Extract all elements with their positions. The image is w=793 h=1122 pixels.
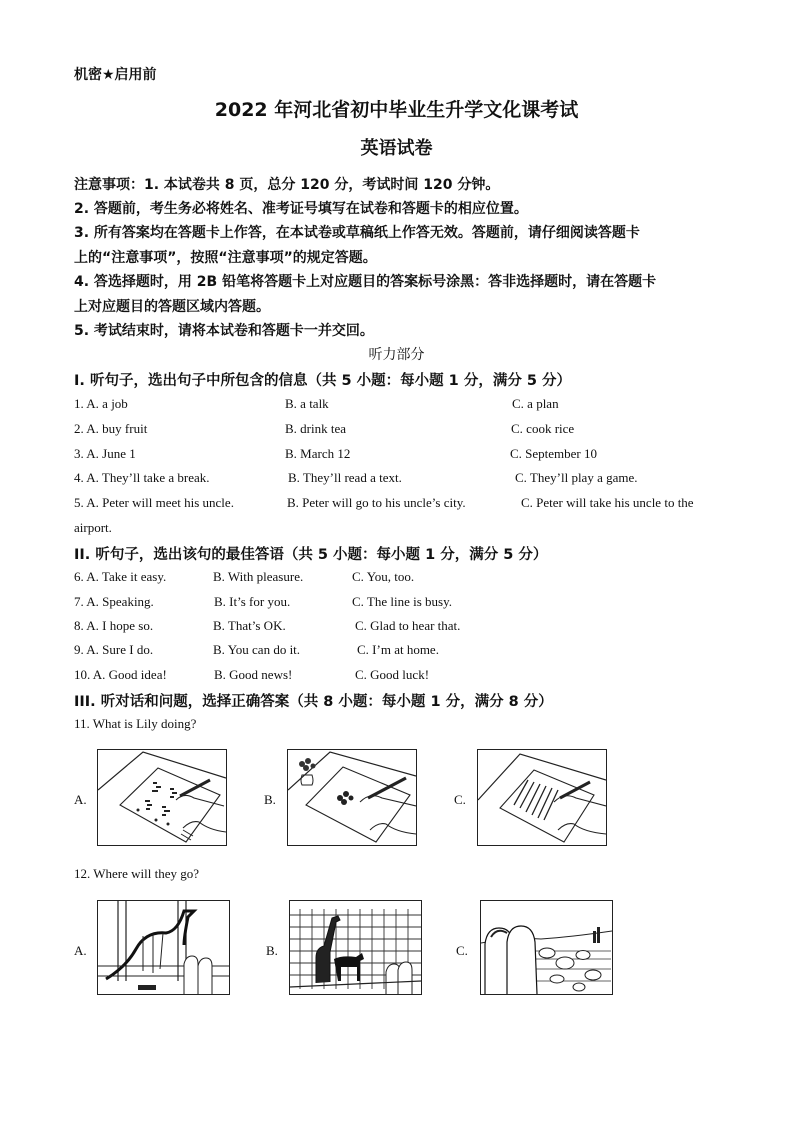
note-line: 5. 考试结束时，请将本试卷和答题卡一并交回。 bbox=[74, 323, 374, 339]
exam-title: 2022 年河北省初中毕业生升学文化课考试 bbox=[214, 99, 579, 121]
writing-music-notes-icon bbox=[98, 750, 226, 845]
q10-option-a: 10. A. Good idea! bbox=[74, 667, 167, 682]
section-3-heading: III. 听对话和问题，选择正确答案（共 8 小题：每小题 1 分，满分 8 分） bbox=[74, 694, 553, 710]
q6-option-b: B. With pleasure. bbox=[213, 569, 304, 584]
q7-option-b: B. It’s for you. bbox=[214, 594, 291, 609]
q9-option-b: B. You can do it. bbox=[213, 642, 301, 657]
q11-label-b: B. bbox=[264, 792, 276, 807]
q8-option-a: 8. A. I hope so. bbox=[74, 618, 154, 633]
q12-text: 12. Where will they go? bbox=[74, 866, 200, 881]
note-line: 注意事项：1. 本试卷共 8 页，总分 120 分，考试时间 120 分钟。 bbox=[74, 177, 500, 193]
section-2-heading: II. 听句子，选出该句的最佳答语（共 5 小题：每小题 1 分，满分 5 分） bbox=[74, 547, 548, 563]
q5-option-a: 5. A. Peter will meet his uncle. bbox=[74, 495, 234, 510]
q12-picture-a bbox=[97, 900, 230, 995]
exam-subtitle: 英语试卷 bbox=[360, 138, 433, 159]
q8-option-b: B. That’s OK. bbox=[213, 618, 286, 633]
q6-option-a: 6. A. Take it easy. bbox=[74, 569, 167, 584]
q5-option-b: B. Peter will go to his uncle’s city. bbox=[287, 495, 466, 510]
q7-option-c: C. The line is busy. bbox=[352, 594, 453, 609]
drawing-flowers-icon bbox=[288, 750, 416, 845]
q6-option-c: C. You, too. bbox=[352, 569, 415, 584]
q9-option-c: C. I’m at home. bbox=[357, 642, 439, 657]
q4-option-c: C. They’ll play a game. bbox=[515, 470, 638, 485]
q10-option-c: C. Good luck! bbox=[355, 667, 430, 682]
q3-option-c: C. September 10 bbox=[510, 446, 598, 461]
farm-sheep-icon bbox=[481, 901, 612, 994]
section-1-heading: Ⅰ. 听句子，选出句子中所包含的信息（共 5 小题：每小题 1 分，满分 5 分） bbox=[74, 373, 572, 389]
q8-option-c: C. Glad to hear that. bbox=[355, 618, 461, 633]
q1-option-a: 1. A. a job bbox=[74, 396, 128, 411]
q3-option-b: B. March 12 bbox=[285, 446, 351, 461]
q11-picture-b bbox=[287, 749, 417, 846]
q5-option-c: C. Peter will take his uncle to the bbox=[521, 495, 694, 510]
note-line: 上对应题目的答题区域内答题。 bbox=[74, 299, 270, 315]
q10-option-b: B. Good news! bbox=[214, 667, 293, 682]
museum-dinosaur-icon bbox=[98, 901, 229, 994]
q2-option-b: B. drink tea bbox=[285, 421, 347, 436]
q12-label-a: A. bbox=[74, 943, 87, 958]
note-line: 上的“注意事项”，按照“注意事项”的规定答题。 bbox=[74, 250, 377, 266]
q1-option-b: B. a talk bbox=[285, 396, 329, 411]
q12-picture-b bbox=[289, 900, 422, 995]
q12-label-c: C. bbox=[456, 943, 468, 958]
q1-option-c: C. a plan bbox=[512, 396, 559, 411]
confidential-mark: 机密★启用前 bbox=[74, 67, 157, 83]
q4-option-b: B. They’ll read a text. bbox=[288, 470, 402, 485]
q11-label-a: A. bbox=[74, 792, 87, 807]
writing-text-icon bbox=[478, 750, 606, 845]
q5-option-c-wrap: airport. bbox=[74, 520, 112, 535]
note-line: 3. 所有答案均在答题卡上作答，在本试卷或草稿纸上作答无效。答题前，请仔细阅读答题卡 bbox=[74, 225, 640, 241]
q11-picture-a bbox=[97, 749, 227, 846]
q11-picture-c bbox=[477, 749, 607, 846]
note-line: 2. 答题前，考生务必将姓名、准考证号填写在试卷和答题卡的相应位置。 bbox=[74, 201, 528, 217]
q2-option-a: 2. A. buy fruit bbox=[74, 421, 148, 436]
listening-section-label: 听力部分 bbox=[368, 347, 425, 363]
q9-option-a: 9. A. Sure I do. bbox=[74, 642, 154, 657]
q12-picture-c bbox=[480, 900, 613, 995]
note-line: 4. 答选择题时，用 2B 铅笔将答题卡上对应题目的答案标号涂黑：答非选择题时，请在答题卡 bbox=[74, 274, 657, 290]
zoo-giraffe-icon bbox=[290, 901, 421, 994]
q7-option-a: 7. A. Speaking. bbox=[74, 594, 154, 609]
q11-label-c: C. bbox=[454, 792, 466, 807]
q2-option-c: C. cook rice bbox=[511, 421, 575, 436]
q4-option-a: 4. A. They’ll take a break. bbox=[74, 470, 210, 485]
q11-text: 11. What is Lily doing? bbox=[74, 716, 197, 731]
q3-option-a: 3. A. June 1 bbox=[74, 446, 136, 461]
q12-label-b: B. bbox=[266, 943, 278, 958]
